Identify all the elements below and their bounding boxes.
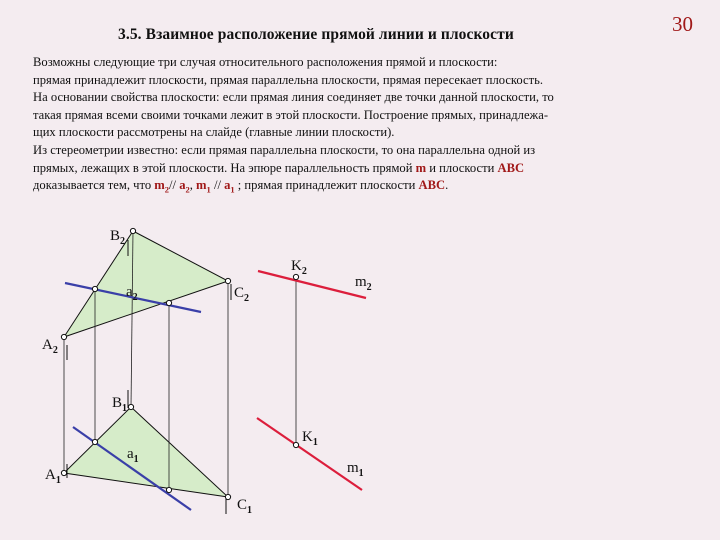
page-title: 3.5. Взаимное расположение прямой линии и плоскости: [118, 26, 514, 43]
symbol-subscript: 1: [230, 184, 235, 195]
text-line-part: доказывается тем, что: [33, 178, 155, 193]
label-a1-point: [45, 467, 61, 486]
plane-abc-frontal: [64, 231, 228, 337]
point-b2: [130, 228, 135, 233]
point-c1: [225, 494, 230, 499]
text-line: прямая принадлежит плоскости, прямая параллельна плоскости, прямая пересекает плоскость.: [33, 72, 544, 87]
label-letter: A: [45, 467, 56, 483]
text-line-part: ,: [189, 178, 197, 193]
page-number: 30: [672, 12, 693, 36]
symbol-subscript: 1: [206, 184, 211, 195]
label-c1: [237, 497, 252, 516]
symbol-m: m: [415, 160, 427, 175]
label-subscript: 1: [122, 403, 128, 414]
label-m2: [355, 274, 372, 293]
text-line: Возможны следующие три случая относительного расположения прямой и плоскости:: [33, 55, 498, 69]
symbol-abc: ABC: [418, 178, 446, 193]
label-letter: K: [302, 429, 313, 445]
text-line: такая прямая всеми своими точками лежит в этой плоскости. Построение прямых, принадлежа-: [33, 107, 549, 122]
text-line-part: ; прямая принадлежит плоскости: [234, 178, 419, 193]
label-subscript: 2: [52, 345, 58, 356]
label-k2: [291, 258, 307, 277]
label-letter: m: [355, 274, 367, 290]
symbol-abc: ABC: [497, 160, 525, 175]
text-line: На основании свойства плоскости: если прямая линия соединяет две точки данной плоскости, то: [33, 90, 554, 105]
point-k1: [293, 442, 298, 447]
parallel-sign: //: [210, 178, 225, 193]
label-subscript: 2: [120, 236, 126, 247]
label-letter: m: [347, 460, 359, 476]
label-a2-point: [42, 337, 58, 356]
label-subscript: 1: [247, 505, 253, 516]
point-c2: [225, 278, 230, 283]
label-letter: K: [291, 258, 302, 274]
label-c2: [234, 285, 249, 304]
label-subscript: 2: [244, 293, 250, 304]
text-line-part: .: [445, 178, 449, 193]
point-b1: [128, 404, 133, 409]
symbol-subscript: 2: [185, 184, 190, 195]
text-line-part: прямых, лежащих в этой плоскости. На эпюре параллельность прямой: [33, 160, 413, 175]
line-m2: [258, 271, 366, 298]
point-a1-left: [92, 439, 97, 444]
label-letter: a: [127, 446, 134, 462]
symbol-subscript: 2: [164, 184, 170, 195]
symbol-letter: m: [154, 178, 165, 193]
text-line: Из стереометрии известно: если прямая параллельна плоскости, то она параллельна одной из: [33, 142, 536, 157]
label-b2: [110, 228, 125, 247]
label-letter: C: [234, 285, 245, 301]
label-subscript: 1: [358, 468, 364, 479]
point-a1-right: [166, 487, 171, 492]
label-subscript: 1: [312, 437, 318, 448]
label-subscript: 2: [301, 266, 307, 277]
plane-abc-horizontal: [64, 407, 228, 497]
label-subscript: 2: [366, 282, 372, 293]
label-subscript: 1: [55, 475, 61, 486]
label-letter: B: [112, 395, 123, 411]
point-a2-right: [166, 300, 171, 305]
label-letter: a: [126, 284, 133, 300]
point-a2-left: [92, 286, 97, 291]
parallel-sign: //: [169, 178, 180, 193]
text-line: щих плоскости рассмотрены на слайде (главные линии плоскости).: [33, 125, 395, 140]
point-k2: [293, 274, 298, 279]
label-letter: A: [42, 337, 53, 353]
symbol-letter: m: [196, 178, 207, 193]
label-subscript: 2: [132, 292, 138, 303]
symbol-letter: a: [179, 178, 186, 193]
symbol-letter: a: [224, 178, 231, 193]
point-a2: [61, 334, 66, 339]
label-letter: B: [110, 228, 121, 244]
label-m1: [347, 460, 364, 479]
label-letter: C: [237, 497, 248, 513]
text-line-part: и плоскости: [426, 160, 498, 175]
label-b1: [112, 395, 127, 414]
point-a1: [61, 470, 66, 475]
label-subscript: 1: [133, 454, 139, 465]
label-k1: [302, 429, 318, 448]
